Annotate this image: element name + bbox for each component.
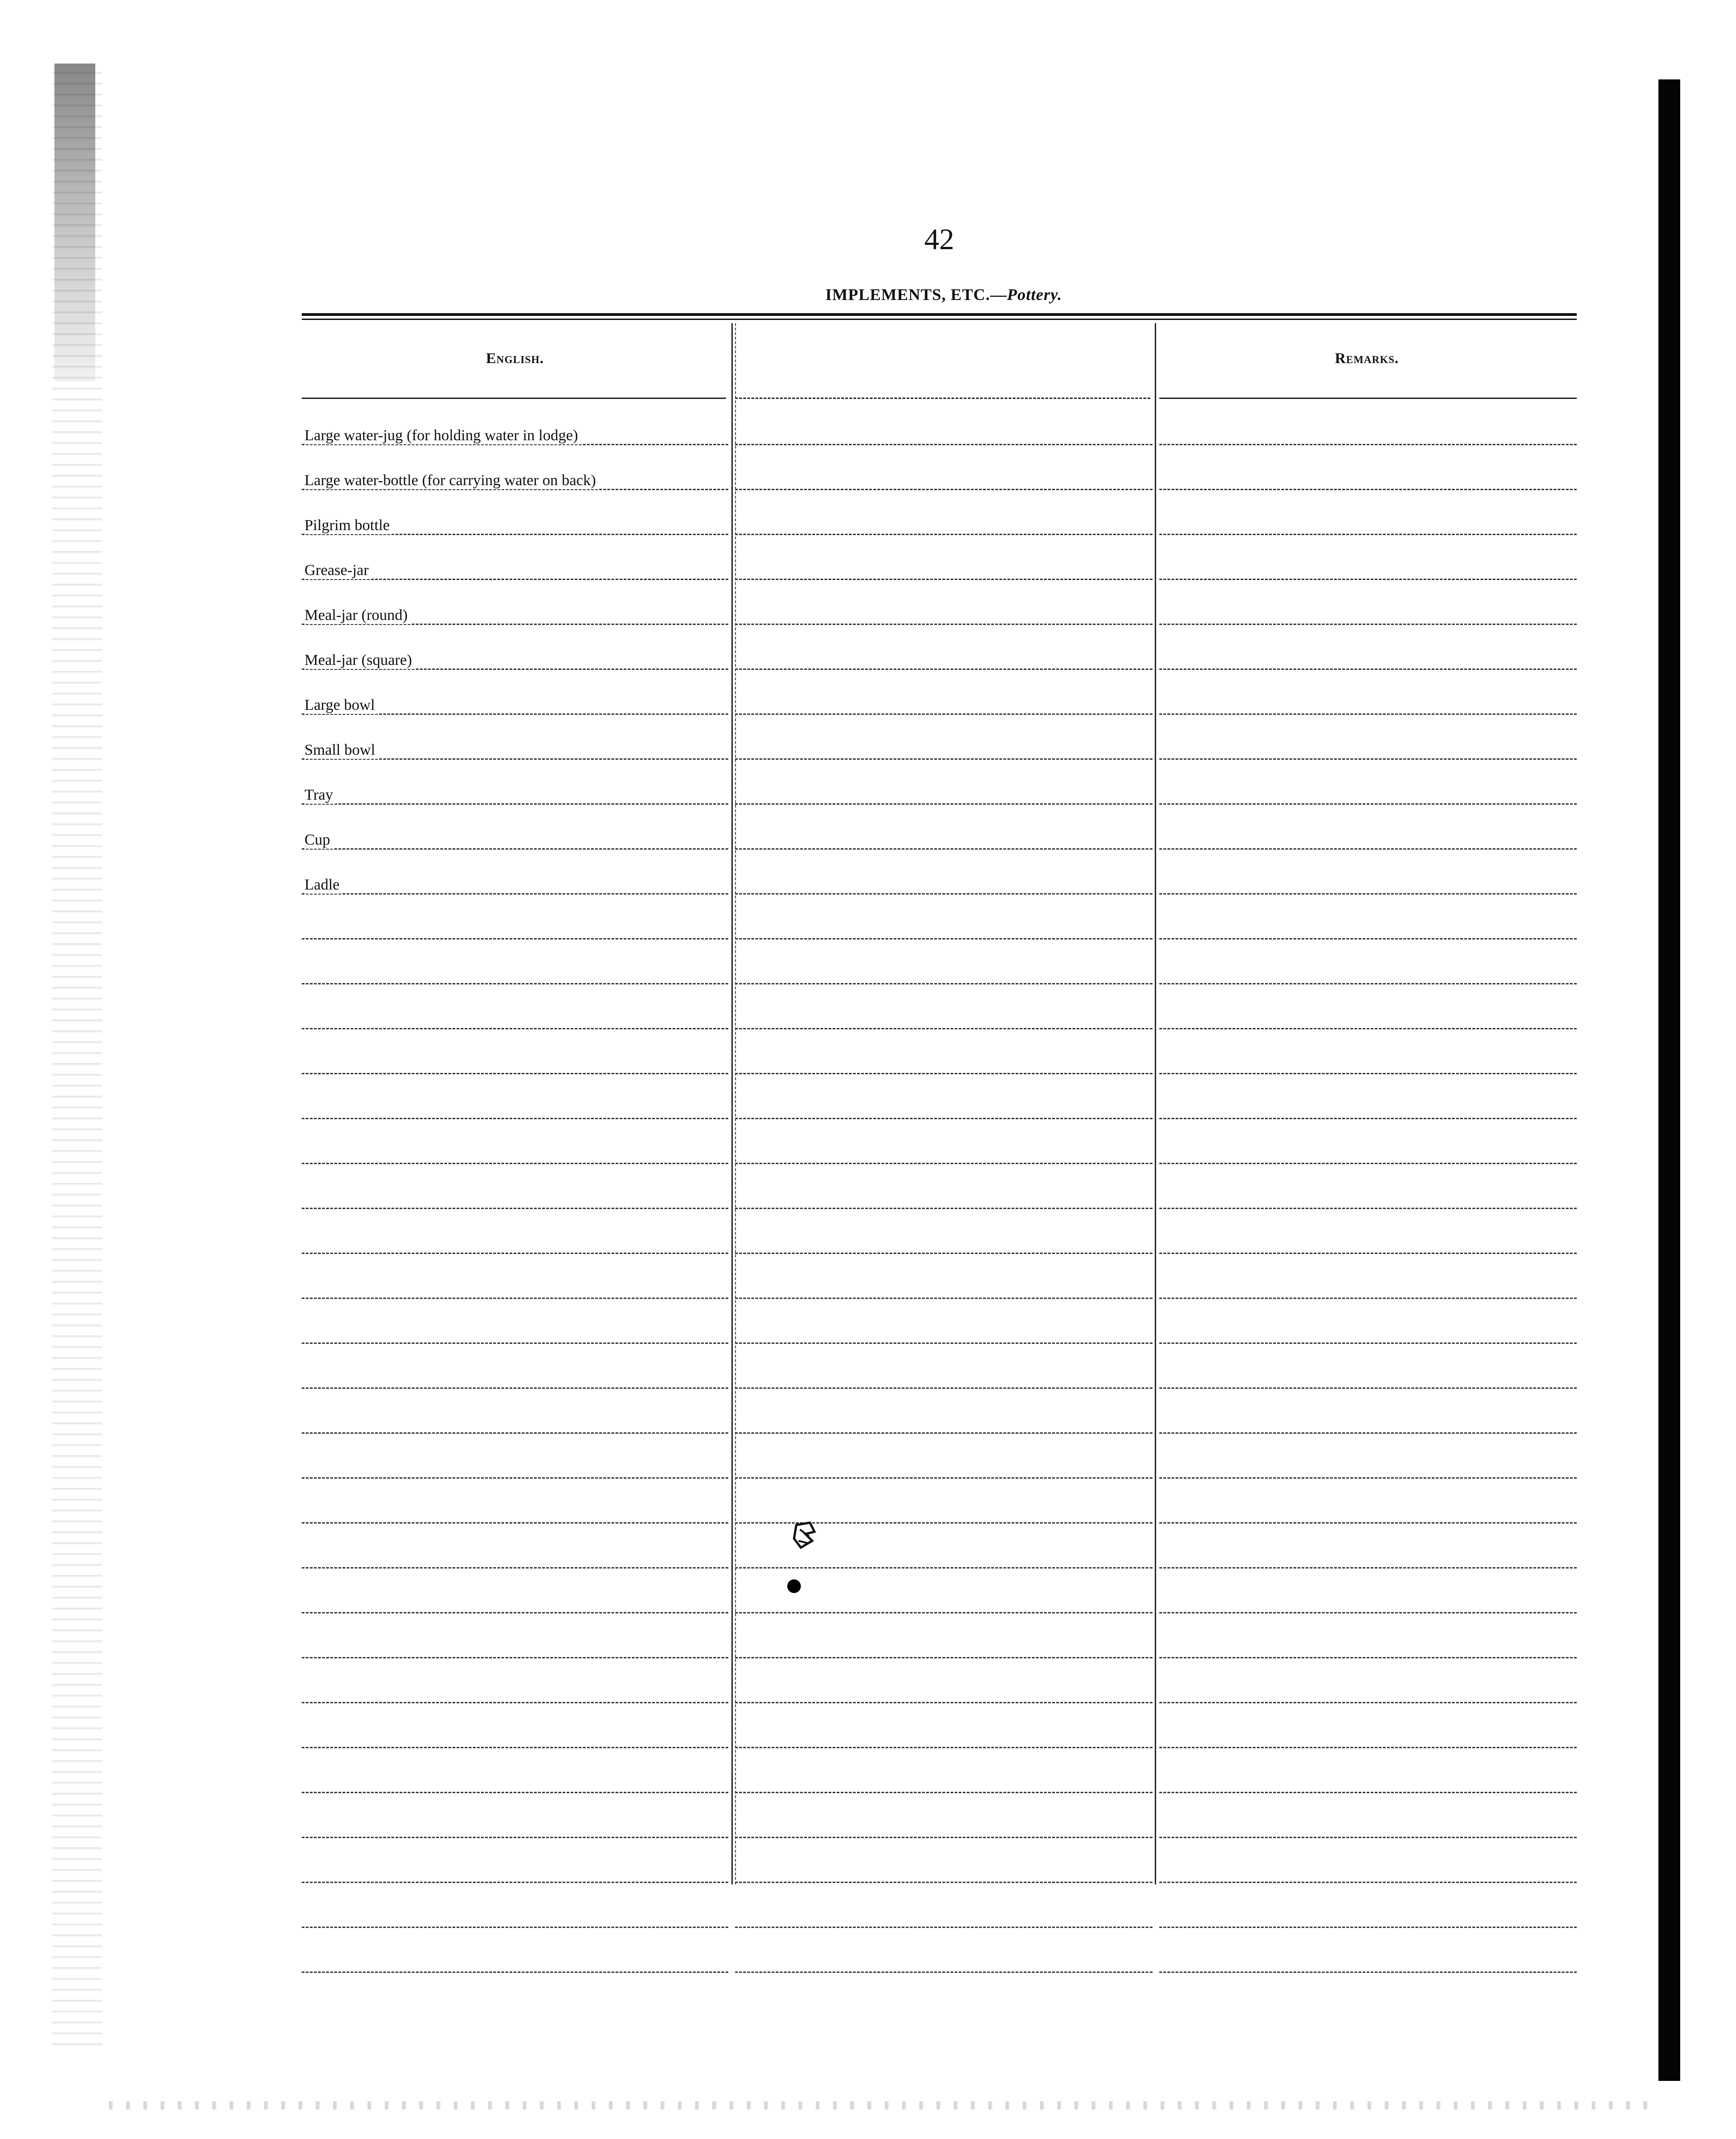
cell-middle bbox=[735, 1299, 1152, 1344]
cell-english bbox=[302, 760, 728, 805]
cell-middle bbox=[735, 1164, 1152, 1209]
cell-english bbox=[302, 445, 728, 490]
cell-middle bbox=[735, 1434, 1152, 1479]
english-term: Small bowl bbox=[304, 742, 378, 759]
cell-english bbox=[302, 1838, 728, 1883]
cell-english bbox=[302, 1479, 728, 1524]
cell-middle bbox=[735, 1883, 1152, 1928]
cell-remarks bbox=[1159, 1434, 1577, 1479]
cell-english bbox=[302, 1613, 728, 1658]
cell-english bbox=[302, 670, 728, 715]
cell-remarks bbox=[1159, 625, 1577, 670]
table-row bbox=[302, 1928, 1577, 1973]
cell-english bbox=[302, 535, 728, 580]
english-term: Tray bbox=[304, 787, 336, 804]
cell-english bbox=[302, 1703, 728, 1748]
cell-english bbox=[302, 1793, 728, 1838]
cell-english bbox=[302, 1344, 728, 1389]
cell-middle bbox=[735, 1254, 1152, 1299]
cell-english bbox=[302, 580, 728, 625]
table-row bbox=[302, 1524, 1577, 1569]
scan-edge-bar-right bbox=[1658, 79, 1680, 2081]
english-term: Ladle bbox=[304, 876, 342, 894]
table-row bbox=[302, 1119, 1577, 1164]
cell-remarks bbox=[1159, 1569, 1577, 1613]
column-header-remarks: Remarks. bbox=[1334, 350, 1399, 367]
cell-remarks bbox=[1159, 850, 1577, 895]
fill-in-line bbox=[735, 1972, 1152, 1973]
cell-remarks bbox=[1159, 1838, 1577, 1883]
table-row bbox=[302, 1254, 1577, 1299]
cell-remarks bbox=[1159, 1344, 1577, 1389]
table-row bbox=[302, 939, 1577, 984]
cell-middle bbox=[735, 760, 1152, 805]
column-header-english: English. bbox=[486, 350, 544, 367]
english-term: Meal-jar (square) bbox=[304, 652, 415, 669]
table-row bbox=[302, 984, 1577, 1029]
cell-remarks bbox=[1159, 1074, 1577, 1119]
cell-remarks bbox=[1159, 1389, 1577, 1434]
cell-remarks bbox=[1159, 1928, 1577, 1973]
cell-middle bbox=[735, 1119, 1152, 1164]
table-row bbox=[302, 625, 1577, 670]
cell-remarks bbox=[1159, 535, 1577, 580]
table-row bbox=[302, 1838, 1577, 1883]
cell-remarks bbox=[1159, 1883, 1577, 1928]
cell-english bbox=[302, 1748, 728, 1793]
english-term: Cup bbox=[304, 831, 333, 849]
english-term: Large water-bottle (for carrying water on back) bbox=[304, 472, 598, 489]
cell-remarks bbox=[1159, 895, 1577, 939]
cell-english bbox=[302, 1658, 728, 1703]
table-row bbox=[302, 1479, 1577, 1524]
cell-english bbox=[302, 1928, 728, 1973]
table-row bbox=[302, 400, 1577, 445]
cell-remarks bbox=[1159, 1524, 1577, 1569]
header-underline-remarks bbox=[1159, 398, 1577, 399]
table-row bbox=[302, 1434, 1577, 1479]
cell-english bbox=[302, 1254, 728, 1299]
header-underline-english bbox=[302, 398, 726, 399]
table-row bbox=[302, 1074, 1577, 1119]
section-title bbox=[771, 285, 1116, 304]
table-row bbox=[302, 580, 1577, 625]
table-row bbox=[302, 760, 1577, 805]
cell-middle bbox=[735, 1658, 1152, 1703]
cell-middle bbox=[735, 1209, 1152, 1254]
header-rule-top-thin bbox=[302, 319, 1577, 320]
cell-english bbox=[302, 490, 728, 535]
table-row bbox=[302, 1703, 1577, 1748]
cell-middle bbox=[735, 1029, 1152, 1074]
cell-english bbox=[302, 715, 728, 760]
cell-english bbox=[302, 1209, 728, 1254]
cell-remarks bbox=[1159, 1748, 1577, 1793]
cell-remarks bbox=[1159, 984, 1577, 1029]
english-term: Pilgrim bottle bbox=[304, 517, 392, 534]
cell-middle bbox=[735, 984, 1152, 1029]
table-row bbox=[302, 670, 1577, 715]
cell-remarks bbox=[1159, 1164, 1577, 1209]
cell-middle bbox=[735, 939, 1152, 984]
cell-english bbox=[302, 850, 728, 895]
english-term: Grease-jar bbox=[304, 562, 372, 579]
scan-edge-shadow-left bbox=[52, 64, 102, 2051]
cell-english bbox=[302, 1524, 728, 1569]
cell-english bbox=[302, 1029, 728, 1074]
table-row bbox=[302, 1209, 1577, 1254]
cell-remarks bbox=[1159, 805, 1577, 850]
cell-remarks bbox=[1159, 1613, 1577, 1658]
scan-edge-shadow-bottom bbox=[109, 2101, 1652, 2109]
cell-middle bbox=[735, 1344, 1152, 1389]
cell-middle bbox=[735, 625, 1152, 670]
cell-middle bbox=[735, 715, 1152, 760]
table-row bbox=[302, 1883, 1577, 1928]
cell-english bbox=[302, 1119, 728, 1164]
cell-remarks bbox=[1159, 715, 1577, 760]
cell-middle bbox=[735, 1703, 1152, 1748]
cell-remarks bbox=[1159, 1479, 1577, 1524]
cell-remarks bbox=[1159, 445, 1577, 490]
cell-middle bbox=[735, 1928, 1152, 1973]
cell-remarks bbox=[1159, 670, 1577, 715]
cell-middle bbox=[735, 1613, 1152, 1658]
cell-middle bbox=[735, 490, 1152, 535]
cell-remarks bbox=[1159, 1703, 1577, 1748]
fill-in-line bbox=[1159, 1972, 1577, 1973]
cell-english bbox=[302, 1883, 728, 1928]
cell-english bbox=[302, 1389, 728, 1434]
cell-english bbox=[302, 939, 728, 984]
cell-english bbox=[302, 1569, 728, 1613]
table-row bbox=[302, 1389, 1577, 1434]
english-term: Large water-jug (for holding water in lodge) bbox=[304, 427, 581, 444]
table-row bbox=[302, 1748, 1577, 1793]
cell-middle bbox=[735, 850, 1152, 895]
ink-scribble-mark bbox=[792, 1520, 819, 1552]
cell-middle bbox=[735, 670, 1152, 715]
cell-remarks bbox=[1159, 1209, 1577, 1254]
english-term: Meal-jar (round) bbox=[304, 607, 411, 624]
cell-remarks bbox=[1159, 1658, 1577, 1703]
cell-english bbox=[302, 1299, 728, 1344]
cell-english bbox=[302, 895, 728, 939]
cell-remarks bbox=[1159, 1119, 1577, 1164]
cell-middle bbox=[735, 1793, 1152, 1838]
table-row bbox=[302, 1569, 1577, 1613]
table-row bbox=[302, 895, 1577, 939]
table-row bbox=[302, 1658, 1577, 1703]
cell-middle bbox=[735, 535, 1152, 580]
cell-remarks bbox=[1159, 1254, 1577, 1299]
cell-remarks bbox=[1159, 490, 1577, 535]
section-title-main: IMPLEMENTS, ETC.— bbox=[825, 285, 1007, 304]
cell-english bbox=[302, 1074, 728, 1119]
english-term: Large bowl bbox=[304, 697, 378, 714]
cell-middle bbox=[735, 1389, 1152, 1434]
table-row bbox=[302, 1344, 1577, 1389]
table-row bbox=[302, 1299, 1577, 1344]
table-row bbox=[302, 805, 1577, 850]
cell-middle bbox=[735, 895, 1152, 939]
cell-middle bbox=[735, 1838, 1152, 1883]
page-number: 42 bbox=[924, 223, 954, 256]
table-row bbox=[302, 1029, 1577, 1074]
cell-english bbox=[302, 1434, 728, 1479]
table-row bbox=[302, 1613, 1577, 1658]
table-row bbox=[302, 535, 1577, 580]
ink-blot bbox=[787, 1579, 801, 1593]
cell-remarks bbox=[1159, 1029, 1577, 1074]
cell-middle bbox=[735, 805, 1152, 850]
cell-middle bbox=[735, 445, 1152, 490]
cell-remarks bbox=[1159, 580, 1577, 625]
cell-remarks bbox=[1159, 1793, 1577, 1838]
cell-english bbox=[302, 805, 728, 850]
header-rule-top bbox=[302, 313, 1577, 316]
cell-remarks bbox=[1159, 1299, 1577, 1344]
table-row bbox=[302, 490, 1577, 535]
cell-remarks bbox=[1159, 760, 1577, 805]
cell-english bbox=[302, 400, 728, 445]
cell-middle bbox=[735, 400, 1152, 445]
section-title-sub: Pottery. bbox=[1007, 285, 1062, 304]
table-row bbox=[302, 1164, 1577, 1209]
table-row bbox=[302, 1793, 1577, 1838]
fill-in-line bbox=[302, 1972, 728, 1973]
cell-middle bbox=[735, 580, 1152, 625]
cell-remarks bbox=[1159, 400, 1577, 445]
cell-middle bbox=[735, 1748, 1152, 1793]
table-row bbox=[302, 850, 1577, 895]
table-row bbox=[302, 715, 1577, 760]
cell-remarks bbox=[1159, 939, 1577, 984]
cell-english bbox=[302, 1164, 728, 1209]
cell-middle bbox=[735, 1074, 1152, 1119]
cell-english bbox=[302, 984, 728, 1029]
table-row bbox=[302, 445, 1577, 490]
cell-middle bbox=[735, 1479, 1152, 1524]
header-underline-middle bbox=[735, 398, 1150, 399]
cell-english bbox=[302, 625, 728, 670]
